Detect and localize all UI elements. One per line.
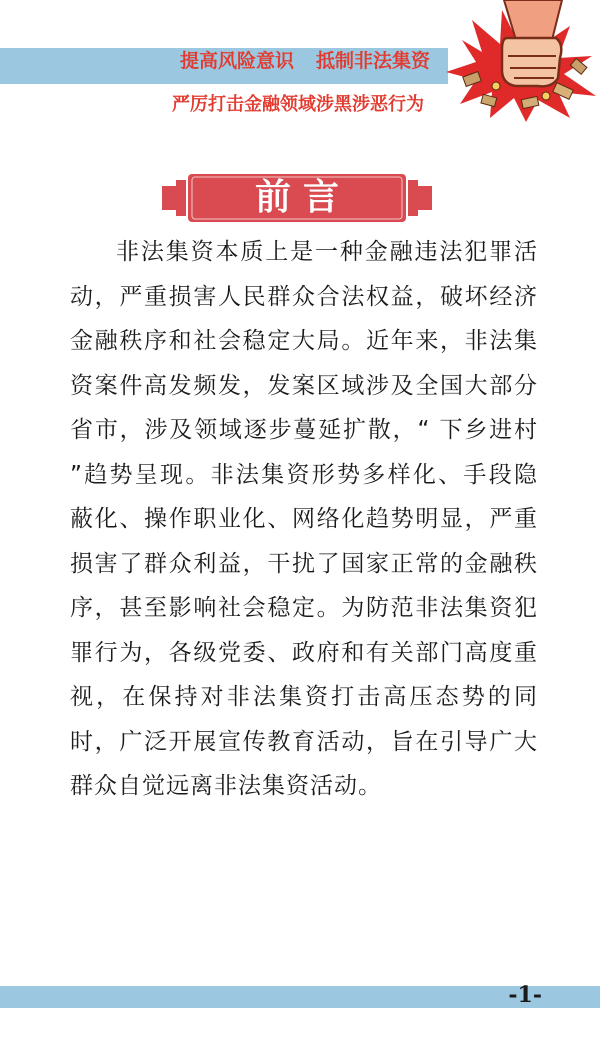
preface-paragraph: 非法集资本质上是一种金融违法犯罪活动，严重损害人民群众合法权益，破坏经济金融秩序和社会稳定大局。近年来，非法集资案件高发频发，发案区域涉及全国大部分省市，涉及领域逐步蔓延扩散，“ 下乡进村 ”趋势呈现。非法集资形势多样化、手段隐蔽化、操作职业化、网络化趋势明显，严重损害了群众利益，干扰了国家正常的金融秩序，甚至影响社会稳定。为防范非法集资犯罪行为，各级党委、政府和有关部门高度重视，在保持对非法集资打击高压态势的同时，广泛开展宣传教育活动，旨在引导广大群众自觉远离非法集资活动。	[70, 239, 538, 799]
slogan-line-2: 严厉打击金融领域涉黑涉恶行为	[172, 94, 424, 115]
section-title: 前言	[254, 177, 351, 218]
slogan-line-1	[180, 46, 430, 73]
fist-smashing-money-icon	[442, 0, 600, 122]
slogan-part-2: 抵制非法集资	[316, 50, 431, 72]
page-number: -1-	[508, 982, 542, 1008]
slogan-part-1: 提高风险意识	[180, 50, 295, 72]
